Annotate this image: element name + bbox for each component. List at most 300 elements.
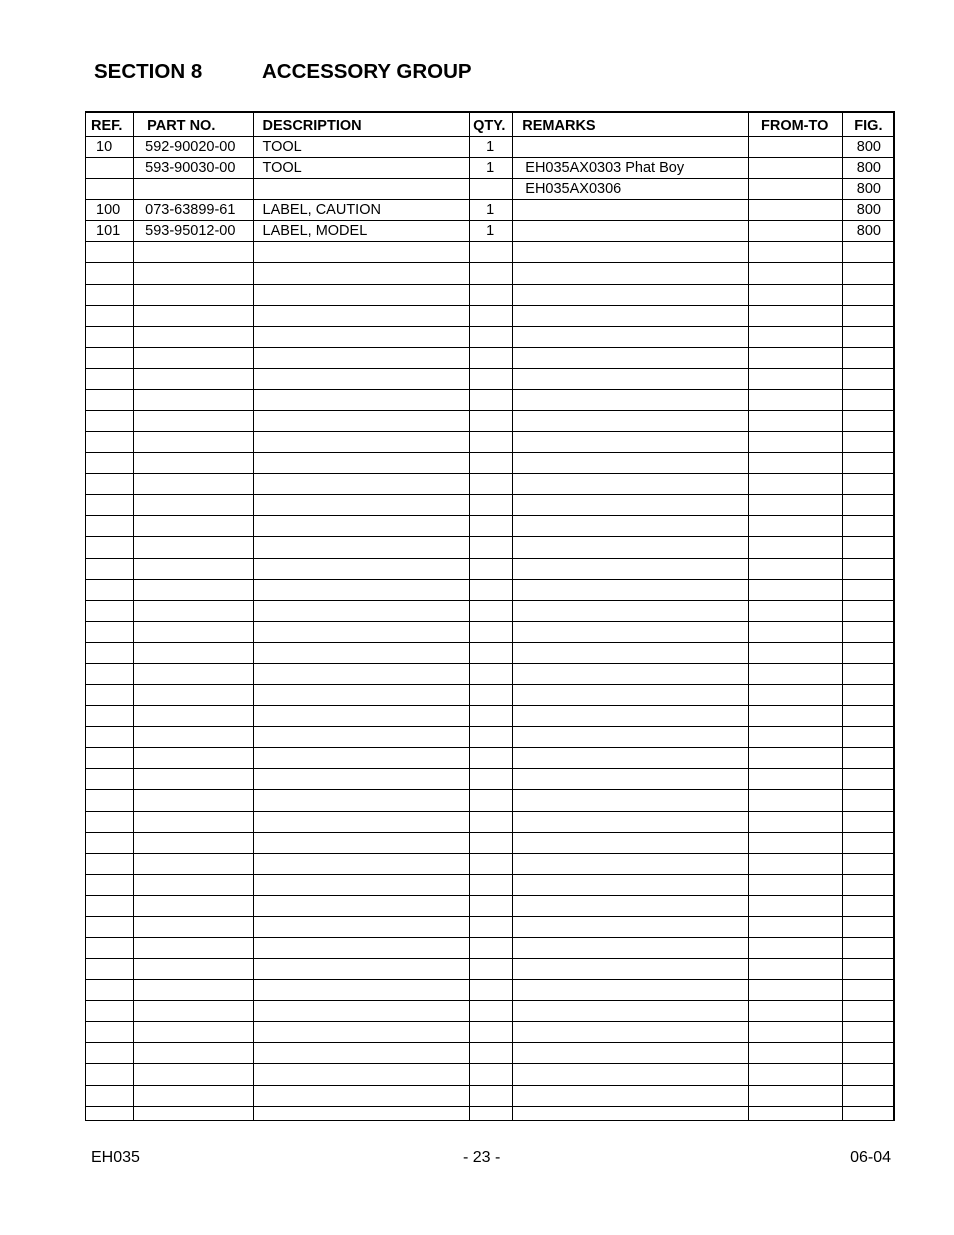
from-to-cell — [749, 347, 843, 368]
qty-cell — [470, 748, 513, 769]
from-to-cell — [749, 495, 843, 516]
description-cell — [253, 937, 470, 958]
description-cell — [253, 1022, 470, 1043]
description-cell — [253, 368, 470, 389]
part-no-cell — [134, 853, 253, 874]
part-no-cell — [134, 516, 253, 537]
ref-cell — [86, 368, 134, 389]
part-no-cell — [134, 874, 253, 895]
part-no-cell — [134, 1043, 253, 1064]
fig-cell — [843, 389, 894, 410]
remarks-cell — [513, 937, 749, 958]
ref-cell — [86, 474, 134, 495]
empty-table-row — [86, 579, 895, 600]
fig-cell — [843, 769, 894, 790]
from-to-cell — [749, 200, 843, 221]
qty-cell — [470, 263, 513, 284]
remarks-cell — [513, 221, 749, 242]
description-cell — [253, 769, 470, 790]
fig-cell — [843, 937, 894, 958]
qty-cell — [470, 495, 513, 516]
remarks-cell — [513, 685, 749, 706]
empty-table-row — [86, 874, 895, 895]
part-no-cell — [134, 811, 253, 832]
qty-cell — [470, 790, 513, 811]
empty-table-row — [86, 263, 895, 284]
from-to-cell — [749, 1043, 843, 1064]
fig-cell — [843, 663, 894, 684]
description-cell — [253, 263, 470, 284]
from-to-cell — [749, 453, 843, 474]
part-no-cell: 593-90030-00 — [134, 158, 253, 179]
table-row — [86, 200, 895, 221]
empty-table-row — [86, 305, 895, 326]
remarks-cell — [513, 959, 749, 980]
ref-cell — [86, 1085, 134, 1106]
remarks-cell — [513, 537, 749, 558]
ref-cell — [86, 347, 134, 368]
qty-cell — [470, 621, 513, 642]
remarks-cell — [513, 1106, 749, 1120]
remarks-cell — [513, 411, 749, 432]
from-to-cell — [749, 537, 843, 558]
qty-cell — [470, 368, 513, 389]
qty-cell — [470, 242, 513, 263]
part-no-cell — [134, 305, 253, 326]
part-no-cell — [134, 727, 253, 748]
from-to-cell — [749, 432, 843, 453]
empty-table-row — [86, 411, 895, 432]
empty-table-row — [86, 685, 895, 706]
empty-table-row — [86, 1106, 895, 1120]
from-to-cell — [749, 411, 843, 432]
fig-cell — [843, 895, 894, 916]
remarks-cell: EH035AX0306 — [513, 179, 749, 200]
part-no-cell — [134, 1001, 253, 1022]
ref-cell — [86, 706, 134, 727]
qty-cell — [470, 1064, 513, 1085]
empty-table-row — [86, 474, 895, 495]
remarks-cell — [513, 200, 749, 221]
footer-model: EH035 — [91, 1149, 140, 1166]
description-cell — [253, 326, 470, 347]
part-no-cell — [134, 748, 253, 769]
remarks-cell — [513, 305, 749, 326]
remarks-cell — [513, 727, 749, 748]
remarks-cell — [513, 621, 749, 642]
empty-table-row — [86, 642, 895, 663]
part-no-cell — [134, 537, 253, 558]
column-header-ref: REF. — [86, 112, 134, 137]
parts-table — [85, 111, 895, 1121]
remarks-cell — [513, 137, 749, 158]
from-to-cell — [749, 685, 843, 706]
empty-table-row — [86, 769, 895, 790]
description-cell — [253, 895, 470, 916]
ref-cell — [86, 621, 134, 642]
from-to-cell — [749, 389, 843, 410]
description-cell: TOOL — [253, 158, 470, 179]
part-no-cell — [134, 832, 253, 853]
qty-cell — [470, 959, 513, 980]
ref-cell — [86, 748, 134, 769]
ref-cell — [86, 432, 134, 453]
from-to-cell — [749, 558, 843, 579]
fig-cell — [843, 411, 894, 432]
ref-cell — [86, 326, 134, 347]
qty-cell — [470, 579, 513, 600]
ref-cell: 101 — [86, 221, 134, 242]
column-header-from-to: FROM-TO — [749, 112, 843, 137]
part-no-cell — [134, 980, 253, 1001]
description-cell — [253, 642, 470, 663]
part-no-cell — [134, 621, 253, 642]
section-number: SECTION 8 — [94, 60, 203, 83]
remarks-cell — [513, 1001, 749, 1022]
part-no-cell — [134, 389, 253, 410]
qty-cell — [470, 663, 513, 684]
from-to-cell — [749, 1022, 843, 1043]
ref-cell — [86, 1022, 134, 1043]
fig-cell — [843, 874, 894, 895]
remarks-cell — [513, 769, 749, 790]
part-no-cell — [134, 1022, 253, 1043]
empty-table-row — [86, 937, 895, 958]
remarks-cell — [513, 980, 749, 1001]
empty-table-row — [86, 663, 895, 684]
description-cell — [253, 242, 470, 263]
qty-cell — [470, 1001, 513, 1022]
empty-table-row — [86, 326, 895, 347]
part-no-cell: 592-90020-00 — [134, 137, 253, 158]
part-no-cell — [134, 916, 253, 937]
ref-cell — [86, 811, 134, 832]
remarks-cell — [513, 516, 749, 537]
fig-cell — [843, 1064, 894, 1085]
fig-cell — [843, 685, 894, 706]
part-no-cell — [134, 263, 253, 284]
description-cell — [253, 959, 470, 980]
qty-cell — [470, 432, 513, 453]
description-cell — [253, 685, 470, 706]
description-cell — [253, 579, 470, 600]
qty-cell — [470, 916, 513, 937]
ref-cell — [86, 495, 134, 516]
description-cell — [253, 600, 470, 621]
qty-cell — [470, 727, 513, 748]
empty-table-row — [86, 1043, 895, 1064]
remarks-cell — [513, 706, 749, 727]
description-cell — [253, 832, 470, 853]
ref-cell — [86, 916, 134, 937]
from-to-cell — [749, 1106, 843, 1120]
empty-table-row — [86, 811, 895, 832]
empty-table-row — [86, 706, 895, 727]
part-no-cell — [134, 1064, 253, 1085]
part-no-cell: 073-63899-61 — [134, 200, 253, 221]
ref-cell — [86, 874, 134, 895]
empty-table-row — [86, 1001, 895, 1022]
qty-cell — [470, 895, 513, 916]
remarks-cell — [513, 811, 749, 832]
table-header-row — [86, 112, 895, 137]
from-to-cell — [749, 1001, 843, 1022]
remarks-cell — [513, 263, 749, 284]
part-no-cell — [134, 790, 253, 811]
ref-cell: 100 — [86, 200, 134, 221]
description-cell — [253, 853, 470, 874]
empty-table-row — [86, 347, 895, 368]
footer-page-number: - 23 - — [463, 1149, 501, 1166]
ref-cell — [86, 305, 134, 326]
part-no-cell — [134, 769, 253, 790]
fig-cell — [843, 453, 894, 474]
from-to-cell — [749, 305, 843, 326]
fig-cell — [843, 621, 894, 642]
from-to-cell — [749, 790, 843, 811]
fig-cell — [843, 347, 894, 368]
qty-cell — [470, 685, 513, 706]
empty-table-row — [86, 790, 895, 811]
fig-cell — [843, 811, 894, 832]
remarks-cell — [513, 453, 749, 474]
ref-cell — [86, 411, 134, 432]
ref-cell: 10 — [86, 137, 134, 158]
column-header-qty: QTY. — [470, 112, 513, 137]
qty-cell — [470, 832, 513, 853]
empty-table-row — [86, 368, 895, 389]
from-to-cell — [749, 663, 843, 684]
part-no-cell — [134, 706, 253, 727]
qty-cell — [470, 1106, 513, 1120]
from-to-cell — [749, 895, 843, 916]
remarks-cell — [513, 1043, 749, 1064]
from-to-cell — [749, 874, 843, 895]
part-no-cell — [134, 411, 253, 432]
ref-cell — [86, 685, 134, 706]
part-no-cell — [134, 432, 253, 453]
remarks-cell — [513, 558, 749, 579]
remarks-cell — [513, 242, 749, 263]
fig-cell — [843, 368, 894, 389]
qty-cell — [470, 769, 513, 790]
from-to-cell — [749, 284, 843, 305]
description-cell — [253, 1001, 470, 1022]
description-cell: LABEL, CAUTION — [253, 200, 470, 221]
part-no-cell — [134, 1085, 253, 1106]
from-to-cell — [749, 368, 843, 389]
ref-cell — [86, 642, 134, 663]
fig-cell: 800 — [843, 158, 894, 179]
section-title: ACCESSORY GROUP — [262, 60, 472, 83]
remarks-cell — [513, 642, 749, 663]
description-cell — [253, 874, 470, 895]
part-no-cell — [134, 685, 253, 706]
qty-cell — [470, 305, 513, 326]
from-to-cell — [749, 242, 843, 263]
empty-table-row — [86, 727, 895, 748]
empty-table-row — [86, 432, 895, 453]
empty-table-row — [86, 242, 895, 263]
qty-cell — [470, 600, 513, 621]
description-cell — [253, 621, 470, 642]
qty-cell — [470, 811, 513, 832]
part-no-cell — [134, 474, 253, 495]
qty-cell — [470, 537, 513, 558]
fig-cell — [843, 242, 894, 263]
fig-cell — [843, 558, 894, 579]
description-cell — [253, 179, 470, 200]
empty-table-row — [86, 853, 895, 874]
part-no-cell — [134, 242, 253, 263]
qty-cell — [470, 1043, 513, 1064]
from-to-cell — [749, 621, 843, 642]
ref-cell — [86, 832, 134, 853]
qty-cell — [470, 326, 513, 347]
description-cell — [253, 411, 470, 432]
qty-cell — [470, 1085, 513, 1106]
part-no-cell — [134, 937, 253, 958]
from-to-cell — [749, 959, 843, 980]
table-row — [86, 158, 895, 179]
fig-cell — [843, 642, 894, 663]
fig-cell — [843, 516, 894, 537]
ref-cell — [86, 537, 134, 558]
remarks-cell — [513, 853, 749, 874]
description-cell — [253, 537, 470, 558]
from-to-cell — [749, 137, 843, 158]
empty-table-row — [86, 1064, 895, 1085]
empty-table-row — [86, 916, 895, 937]
description-cell — [253, 790, 470, 811]
from-to-cell — [749, 642, 843, 663]
description-cell — [253, 432, 470, 453]
column-header-description: DESCRIPTION — [253, 112, 470, 137]
fig-cell — [843, 326, 894, 347]
fig-cell — [843, 1001, 894, 1022]
table-row — [86, 137, 895, 158]
table-row — [86, 179, 895, 200]
description-cell — [253, 453, 470, 474]
remarks-cell — [513, 389, 749, 410]
empty-table-row — [86, 959, 895, 980]
description-cell: LABEL, MODEL — [253, 221, 470, 242]
remarks-cell — [513, 579, 749, 600]
page-title — [94, 60, 472, 84]
remarks-cell — [513, 326, 749, 347]
remarks-cell — [513, 916, 749, 937]
from-to-cell — [749, 158, 843, 179]
empty-table-row — [86, 1022, 895, 1043]
from-to-cell — [749, 980, 843, 1001]
remarks-cell — [513, 600, 749, 621]
column-header-fig: FIG. — [843, 112, 894, 137]
from-to-cell — [749, 474, 843, 495]
description-cell — [253, 727, 470, 748]
from-to-cell — [749, 1064, 843, 1085]
ref-cell — [86, 1106, 134, 1120]
from-to-cell — [749, 263, 843, 284]
part-no-cell — [134, 579, 253, 600]
empty-table-row — [86, 389, 895, 410]
from-to-cell — [749, 727, 843, 748]
ref-cell — [86, 453, 134, 474]
description-cell — [253, 389, 470, 410]
qty-cell: 1 — [470, 221, 513, 242]
column-header-part-no: PART NO. — [134, 112, 253, 137]
description-cell — [253, 663, 470, 684]
fig-cell — [843, 980, 894, 1001]
ref-cell — [86, 1043, 134, 1064]
empty-table-row — [86, 558, 895, 579]
empty-table-row — [86, 516, 895, 537]
fig-cell — [843, 959, 894, 980]
fig-cell — [843, 832, 894, 853]
from-to-cell — [749, 769, 843, 790]
description-cell — [253, 516, 470, 537]
from-to-cell — [749, 221, 843, 242]
part-no-cell — [134, 959, 253, 980]
from-to-cell — [749, 516, 843, 537]
description-cell — [253, 558, 470, 579]
empty-table-row — [86, 495, 895, 516]
remarks-cell — [513, 663, 749, 684]
empty-table-row — [86, 537, 895, 558]
remarks-cell — [513, 1085, 749, 1106]
qty-cell — [470, 980, 513, 1001]
part-no-cell — [134, 326, 253, 347]
description-cell — [253, 347, 470, 368]
part-no-cell — [134, 558, 253, 579]
part-no-cell — [134, 495, 253, 516]
part-no-cell — [134, 179, 253, 200]
fig-cell: 800 — [843, 137, 894, 158]
description-cell — [253, 284, 470, 305]
remarks-cell — [513, 368, 749, 389]
description-cell — [253, 916, 470, 937]
fig-cell: 800 — [843, 179, 894, 200]
from-to-cell — [749, 706, 843, 727]
ref-cell — [86, 895, 134, 916]
part-no-cell — [134, 895, 253, 916]
description-cell — [253, 495, 470, 516]
ref-cell — [86, 263, 134, 284]
ref-cell — [86, 389, 134, 410]
remarks-cell — [513, 347, 749, 368]
fig-cell — [843, 727, 894, 748]
empty-table-row — [86, 1085, 895, 1106]
ref-cell — [86, 284, 134, 305]
empty-table-row — [86, 621, 895, 642]
from-to-cell — [749, 937, 843, 958]
part-no-cell — [134, 600, 253, 621]
remarks-cell — [513, 1022, 749, 1043]
qty-cell: 1 — [470, 200, 513, 221]
remarks-cell — [513, 495, 749, 516]
qty-cell — [470, 516, 513, 537]
qty-cell — [470, 411, 513, 432]
ref-cell — [86, 558, 134, 579]
ref-cell — [86, 158, 134, 179]
description-cell — [253, 474, 470, 495]
qty-cell — [470, 874, 513, 895]
ref-cell — [86, 980, 134, 1001]
from-to-cell — [749, 811, 843, 832]
from-to-cell — [749, 579, 843, 600]
qty-cell — [470, 937, 513, 958]
qty-cell: 1 — [470, 137, 513, 158]
empty-table-row — [86, 453, 895, 474]
